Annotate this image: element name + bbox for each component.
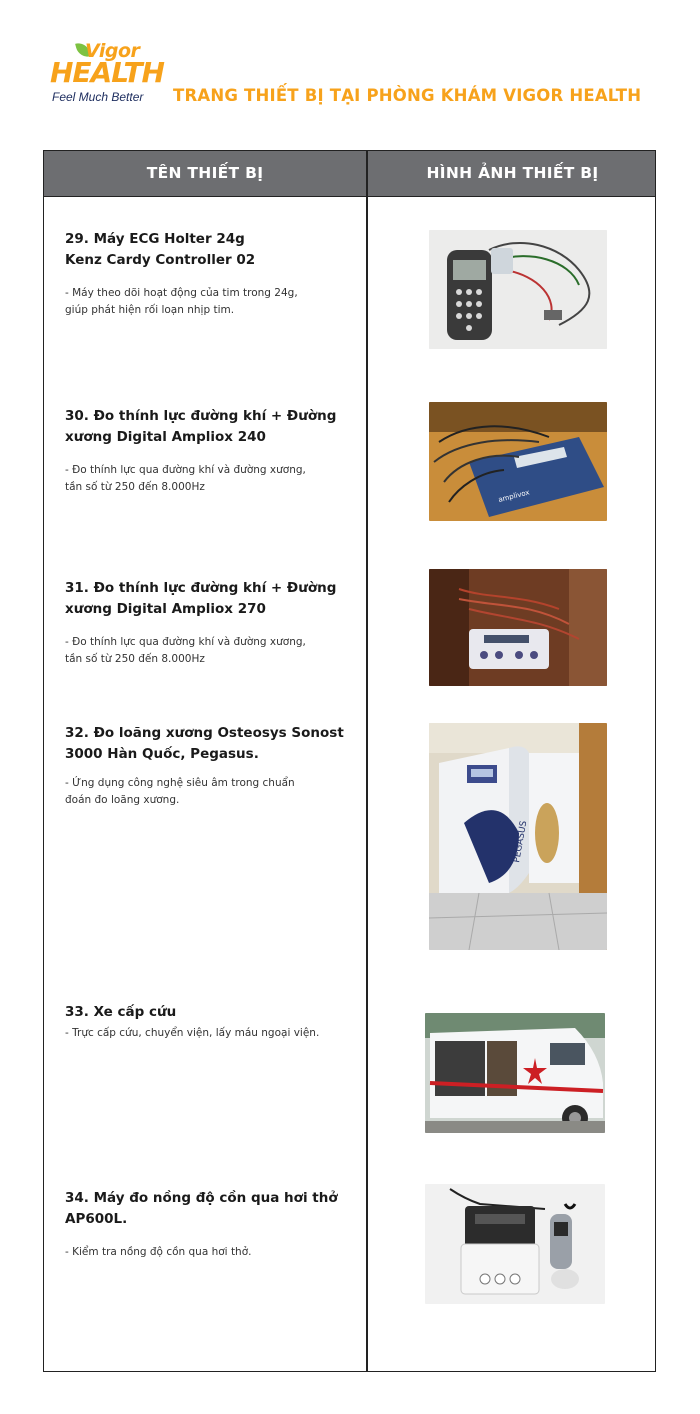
page-title: TRANG THIẾT BỊ TẠI PHÒNG KHÁM VIGOR HEALTH	[173, 86, 642, 105]
equipment-table	[43, 150, 656, 1372]
equipment-description: - Kiểm tra nồng độ cồn qua hơi thở.	[65, 1246, 252, 1258]
equipment-item-33	[65, 1002, 345, 1042]
equipment-title: 32. Đo loãng xương Osteosys Sonost 3000 Hàn Quốc, Pegasus.	[65, 725, 344, 762]
equipment-title: 30. Đo thính lực đường khí + Đường xương Digital Ampliox 240	[65, 408, 337, 445]
equipment-item-31	[65, 578, 345, 668]
equipment-description: - Máy theo dõi hoạt động của tim trong 24g, giúp phát hiện rối loạn nhịp tim.	[65, 287, 298, 316]
column-divider	[366, 151, 368, 1371]
logo-health-text: HEALTH	[50, 56, 164, 89]
column-header-image: HÌNH ẢNH THIẾT BỊ	[426, 164, 599, 182]
equipment-title: 29. Máy ECG Holter 24g Kenz Cardy Controller 02	[65, 231, 256, 268]
table-header	[44, 151, 655, 197]
equipment-item-30	[65, 406, 345, 496]
equipment-item-32	[65, 723, 345, 809]
vigor-health-logo	[50, 40, 164, 110]
equipment-description: - Đo thính lực qua đường khí và đường xương, tần số từ 250 đến 8.000Hz	[65, 464, 306, 493]
pegasus-photo	[429, 723, 607, 950]
column-header-name: TÊN THIẾT BỊ	[146, 164, 264, 182]
equipment-title: 34. Máy đo nồng độ cồn qua hơi thở AP600L.	[65, 1190, 338, 1227]
equipment-description: - Ứng dụng công nghệ siêu âm trong chuẩn đoán đo loãng xương.	[65, 777, 295, 806]
equipment-item-29	[65, 229, 345, 319]
equipment-title: 31. Đo thính lực đường khí + Đường xương Digital Ampliox 270	[65, 580, 337, 617]
holter-photo	[429, 230, 607, 349]
logo-vigor-text: Vigor	[85, 40, 140, 62]
logo-tagline: Feel Much Better	[52, 90, 144, 104]
ambulance-photo	[425, 1013, 605, 1133]
equipment-description: - Trực cấp cứu, chuyển viện, lấy máu ngoại viện.	[65, 1027, 320, 1039]
equipment-description: - Đo thính lực qua đường khí và đường xương, tần số từ 250 đến 8.000Hz	[65, 636, 306, 665]
ampliox-240-photo	[429, 402, 607, 521]
pegasus-brand-label: PEGASUS	[512, 820, 530, 864]
breathalyzer-photo	[425, 1184, 605, 1304]
ampliox-brand-label: amplivox	[497, 488, 531, 504]
equipment-item-34	[65, 1188, 345, 1261]
equipment-title: 33. Xe cấp cứu	[65, 1004, 177, 1020]
ampliox-270-photo	[429, 569, 607, 686]
